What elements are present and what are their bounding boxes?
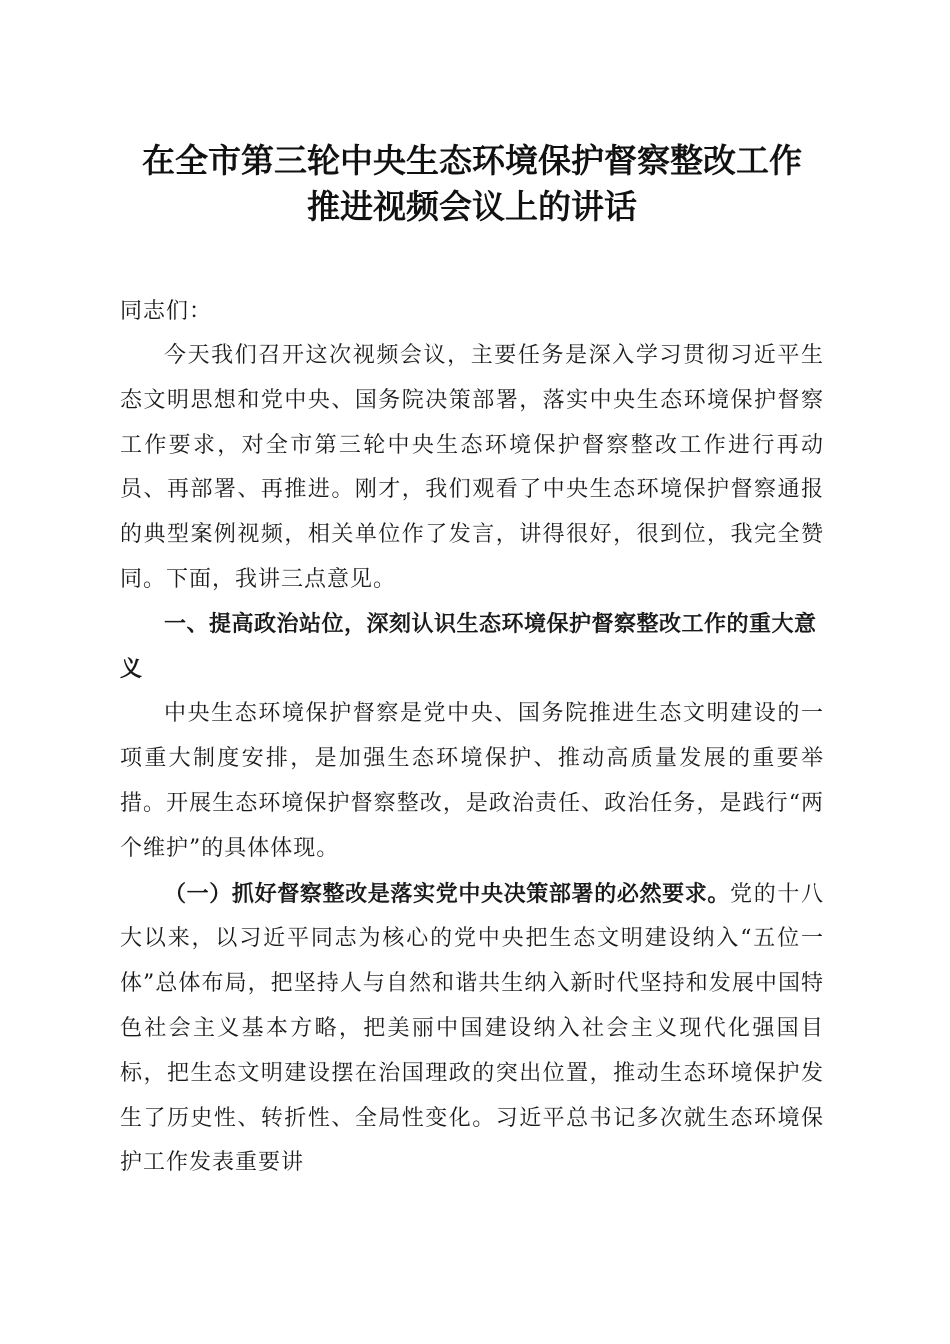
subsection-1-paragraph (120, 872, 824, 1187)
document-page (120, 138, 824, 1186)
title-line-1: 在全市第三轮中央生态环境保护督察整改工作 (142, 141, 802, 180)
document-title (120, 138, 824, 230)
salutation: 同志们： (120, 299, 213, 324)
title-line-2: 推进视频会议上的讲话 (307, 187, 637, 226)
subsection-1-body: 党的十八大以来，以习近平同志为核心的党中央把生态文明建设纳入“五位一体”总体布局，把坚持人与自然和谐共生纳入新时代坚持和发展中国特色社会主义基本方略，把美丽中国建设纳入社会主义现代化强国目标，把生态文明建设摆在治国理政的突出位置，推动生态环境保护发生了历史性、转折性、全局性变化。习近平总书记多次就生态环境保护工作发表重要讲 (120, 881, 824, 1176)
section-1-paragraph: 中央生态环境保护督察是党中央、国务院推进生态文明建设的一项重大制度安排，是加强生态环境保护、推动高质量发展的重要举措。开展生态环境保护督察整改，是政治责任、政治任务，是践行“两个维护”的具体体现。 (120, 701, 824, 861)
section-1-heading: 一、提高政治站位，深刻认识生态环境保护督察整改工作的重大意义 (120, 611, 817, 682)
intro-paragraph: 今天我们召开这次视频会议，主要任务是深入学习贯彻习近平生态文明思想和党中央、国务院决策部署，落实中央生态环境保护督察工作要求，对全市第三轮中央生态环境保护督察整改工作进行再动员、再部署、再推进。刚才，我们观看了中央生态环境保护督察通报的典型案例视频，相关单位作了发言，讲得很好，很到位，我完全赞同。下面，我讲三点意见。 (120, 343, 824, 592)
subsection-1-lead: （一）抓好督察整改是落实党中央决策部署的必然要求。 (164, 880, 731, 907)
